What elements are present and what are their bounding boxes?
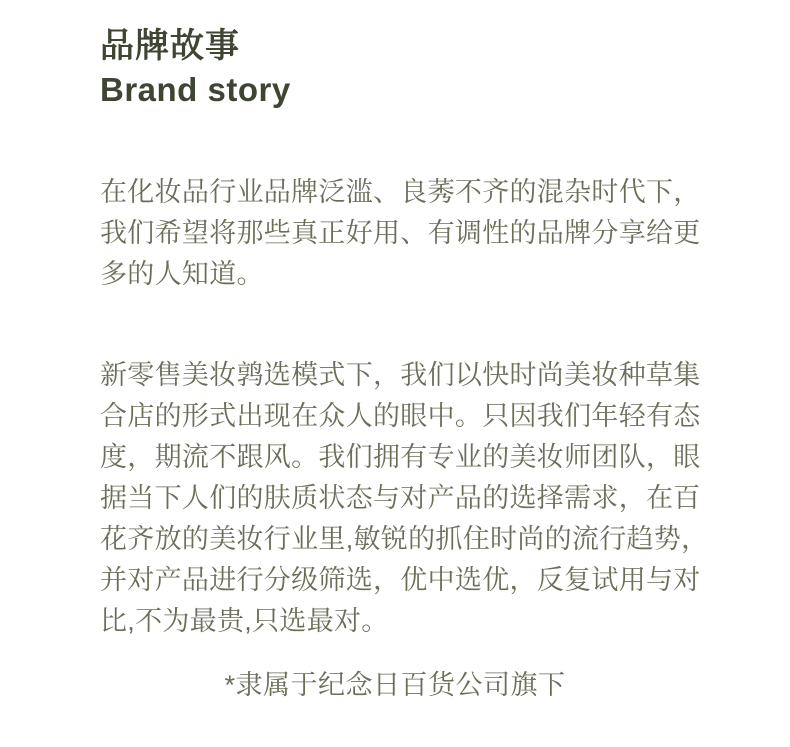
brand-story-title-en: Brand story [100, 71, 291, 109]
paragraph-line: 据当下人们的肤质状态与对产品的选择需求，在百 [100, 482, 701, 513]
paragraph-line: 多的人知道。 [100, 258, 264, 289]
company-footnote: *隶属于纪念日百货公司旗下 [224, 670, 566, 700]
paragraph-line: 新零售美妆鹑选模式下，我们以快时尚美妆种草集 [100, 359, 701, 390]
paragraph-line: 我们希望将那些真正好用、有调性的品牌分享给更 [100, 217, 701, 248]
paragraph-line: 花齐放的美妆行业里,敏锐的抓住时尚的流行趋势， [100, 523, 709, 554]
main-paragraph [100, 355, 709, 642]
paragraph-line: 合店的形式出现在众人的眼中。只因我们年轻有态 [100, 400, 701, 431]
brand-story-title-cn: 品牌故事 [100, 27, 240, 65]
intro-paragraph [100, 172, 701, 295]
paragraph-line: 度，期流不跟风。我们拥有专业的美妆师团队，眼 [100, 441, 701, 472]
paragraph-line: 并对产品进行分级筛选，优中选优，反复试用与对 [100, 564, 701, 595]
paragraph-line: 比,不为最贵,只选最对。 [100, 605, 389, 636]
paragraph-line: 在化妆品行业品牌泛滥、良莠不齐的混杂时代下， [100, 176, 701, 207]
